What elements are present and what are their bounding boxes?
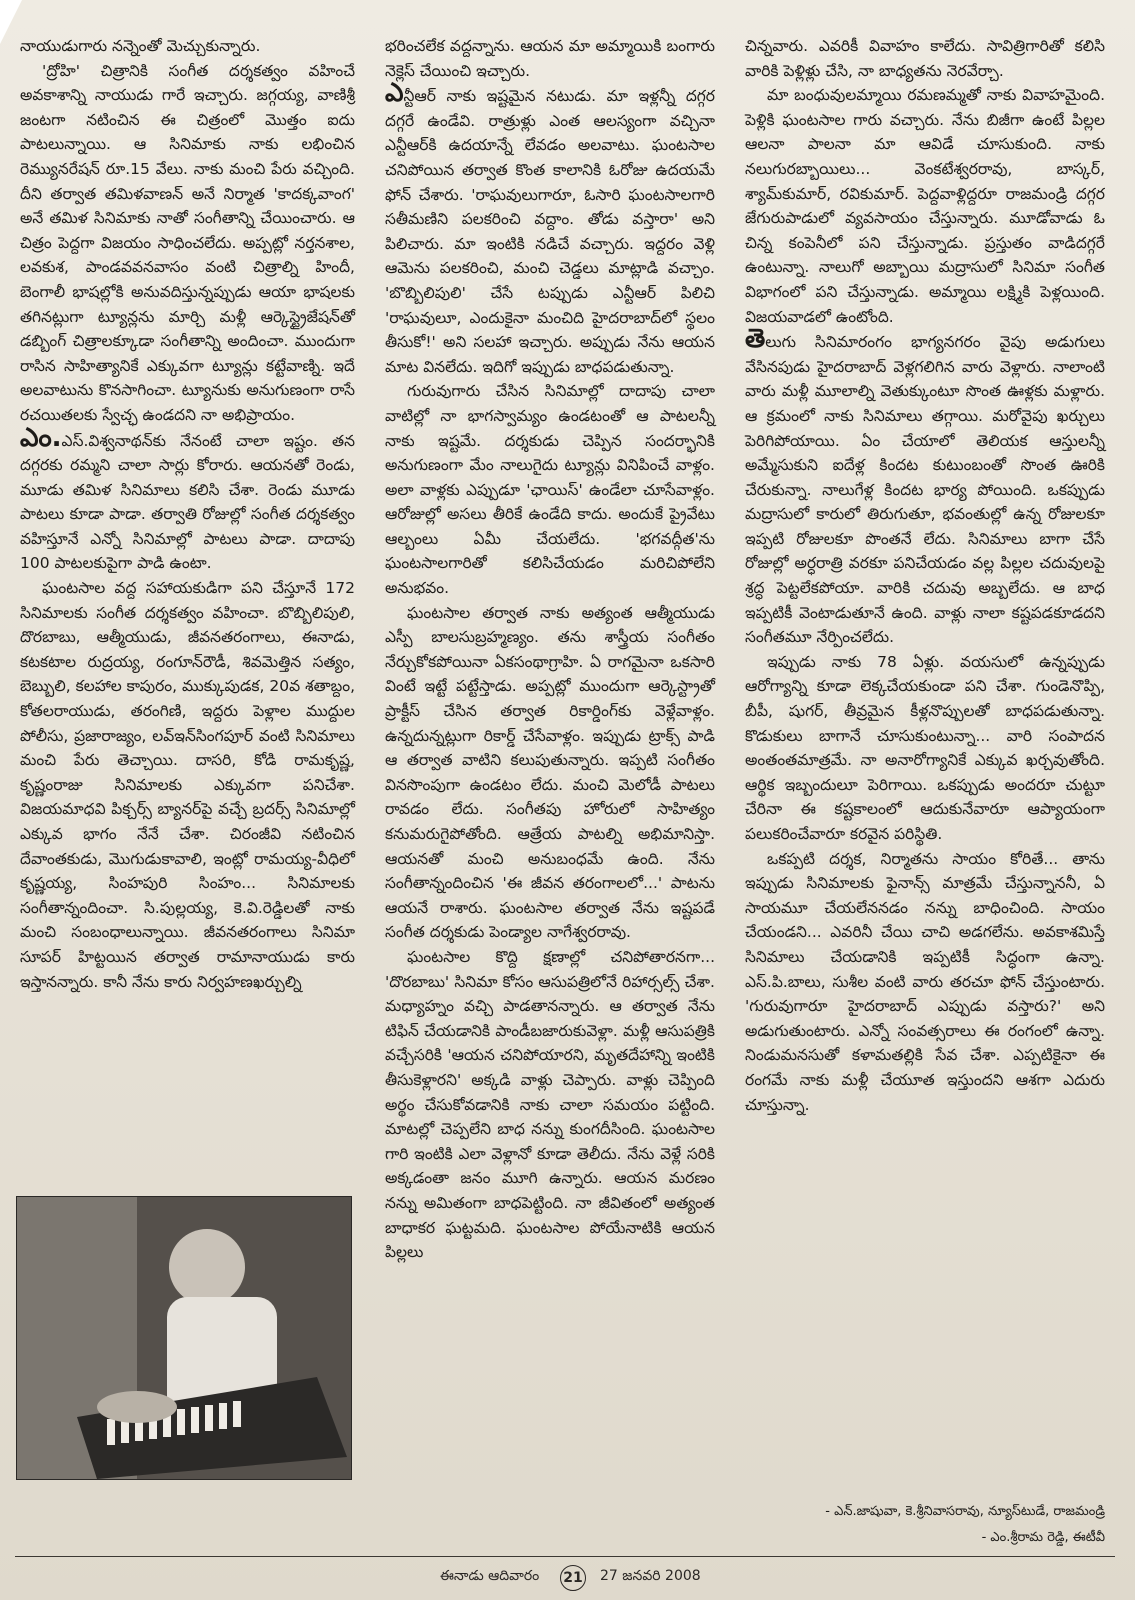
paragraph: ఘంటసాల కొద్ది క్షణాల్లో చనిపోతారనగా... 'దొరబాబు' సినిమా కోసం ఆసుపత్రిలోనే రిహార్సల్స్ చేశా. మధ్యాహ్నం వచ్చి పాడతానన్నారు. ఆ తర్వాత నేను టిఫిన్ చేయడానికి పాండీబజారుకువెళ్లా. మళ్లీ ఆసుపత్రికి వచ్చేసరికి 'ఆయన చనిపోయారని, మృతదేహాన్ని ఇంటికి తీసుకెళ్లారని' అక్కడి వాళ్లు చెప్పారు. వాళ్లు చెప్పింది అర్థం చేసుకోవడానికి నాకు చాలా సమయం పట్టింది. మాటల్లో చెప్పలేని బాధ నన్ను కుంగదీసింది. ఘంటసాల గారి ఇంటికి ఎలా వెళ్లానో కూడా తెలీదు. నేను వెళ్లే సరికి అక్కడంతా జనం మూగి ఉన్నారు. ఆయన మరణం నన్ను అమితంగా బాధపెట్టింది. నా జీవితంలో అత్యంత బాధాకర ఘట్టమది. ఘంటసాల పోయేనాటికి ఆయన పిల్లలు [385,947,715,1262]
paragraph: మా బంధువులమ్మాయి రమణమ్మతో నాకు వివాహమైంది. పెళ్లికి ఘంటసాల గారు వచ్చారు. నేను బిజీగా ఉంటే పిల్లల ఆలనా పాలనా మా ఆవిడే చూసుకుంది. నాకు నలుగురబ్బాయిలు... వెంకటేశ్వరరావు, బాస్కర్, శ్యామ్‌కుమార్, రవికుమార్. పెద్దవాళ్లిద్దరూ రాజమండ్రి దగ్గర జేగురుపాడులో వ్యవసాయం చేస్తున్నారు. మూడోవాడు ఓ చిన్న కంపెనీలో పని చేస్తున్నాడు. ప్రస్తుతం వాడిదగ్గరే ఉంటున్నా. నాలుగో అబ్బాయి మద్రాసులో సినిమా సంగీత విభాగంలో పని చేస్తున్నాడు. అమ్మాయి లక్ష్మికి పెళ్లయింది. విజయవాడలో ఉంటోంది. [745,86,1105,326]
publication-name: ఈనాడు ఆదివారం [440,1568,540,1584]
paragraph: ఘంటసాల తర్వాత నాకు అత్యంత ఆత్మీయుడు ఎస్పీ బాలసుబ్రహ్మణ్యం. తను శాస్త్రీయ సంగీతం నేర్చుకోకపోయినా ఏకసంథాగ్రాహి. ఏ రాగమైనా ఒకసారి వింటే ఇట్టే పట్టేస్తాడు. అప్పట్లో ముందుగా ఆర్కెస్ట్రాతో ప్రాక్టీస్ చేసిన తర్వాత రికార్డింగ్‌కు వెళ్లేవాళ్లం. ఉన్నదున్నట్లుగా రికార్డ్ చేసేవాళ్లం. ఇప్పుడు ట్రాక్స్ పాడి ఆ తర్వాత వాటిని కలుపుతున్నారు. ఇప్పటి సంగీతం వినసొంపుగా ఉండటం లేదు. మంచి మెలోడీ పాటలు రావడం లేదు. సంగీతపు హోరులో సాహిత్యం కనుమరుగైపోతోంది. ఆత్రేయ పాటల్ని అభిమానిస్తా. ఆయనతో మంచి అనుబంధమే ఉంది. నేను సంగీతాన్నందించిన 'ఈ జీవన తరంగాలలో...' పాటను ఆయనే రాశారు. ఘంటసాల తర్వాత నేను ఇష్టపడే సంగీత దర్శకుడు పెండ్యాల నాగేశ్వరరావు. [385,603,715,942]
paragraph: చిన్నవారు. ఎవరికీ వివాహం కాలేదు. సావిత్రిగారితో కలిసి వారికి పెళ్లిళ్లు చేసి, నా బాధ్యతను నెరవేర్చా. [745,37,1105,80]
article-photo [16,1196,352,1480]
issue-date: 27 జనవరి 2008 [600,1568,701,1584]
paragraph: తెలుగు సినిమారంగం భాగ్యనగరం వైపు అడుగులు వేసినపుడు హైదరాబాద్ వెళ్లగలిగిన వారు వెళ్లారు. నాలాంటి వారు మళ్లీ మూలాల్ని వెతుక్కుంటూ సొంత ఊళ్లకు మళ్లారు. ఆ క్రమంలో నాకు సినిమాలు తగ్గాయి. మరోవైపు ఖర్చులు పెరిగిపోయాయి. ఏం చేయాలో తెలియక ఆస్తులన్నీ అమ్మేసుకుని ఐదేళ్ల కిందట కుటుంబంతో సొంత ఊరికి చేరుకున్నా. నాలుగేళ్ల కిందట భార్య పోయింది. ఒకప్పుడు మద్రాసులో కారులో తిరుగుతూ, భవంతుల్లో ఉన్న రోజులకూ ఇప్పటి రోజులకూ పొంతనే లేదు. సినిమాలు బాగా చేసే రోజుల్లో అర్ధరాత్రి వరకూ పనిచేయడం వల్ల పిల్లల చదువులపై శ్రద్ధ పెట్టలేకపోయా. వారికి చదువు అబ్బలేదు. ఆ బాధ ఇప్పటికీ వెంటాడుతూనే ఉంది. వాళ్లు నాలా కష్టపడకూడదని సంగీతమూ నేర్పించలేదు. [745,324,1105,647]
paragraph: ఘంటసాల వద్ద సహాయకుడిగా పని చేస్తూనే 172 సినిమాలకు సంగీత దర్శకత్వం వహించా. బొబ్బిలిపులి, దొరబాబు, ఆత్మీయుడు, జీవనతరంగాలు, ఈనాడు, కటకటాల రుద్రయ్య, రంగూన్‌రౌడీ, శివమెత్తిన సత్యం, బెబ్బులి, కలహాల కాపురం, ముక్కుపుడక, 20వ శతాబ్దం, కోతలరాయుడు, తరంగిణి, ఇద్దరు పెళ్లాల ముద్దుల పోలీసు, ప్రజారాజ్యం, లవ్‌ఇన్‌సింగపూర్ వంటి సినిమాలు మంచి పేరు తెచ్చాయి. దాసరి, కోడి రామకృష్ణ, కృష్ణంరాజు సినిమాలకు ఎక్కువగా పనిచేశా. విజయమాధవి పిక్చర్స్ బ్యానర్‌పై వచ్చే బ్రదర్స్ సినిమాల్లో ఎక్కువ భాగం నేనే చేశా. చిరంజీవి నటించిన దేవాంతకుడు, మొగుడుకావాలి, ఇంట్లో రామయ్య-వీధిలో కృష్ణయ్య, సింహపురి సింహం... సినిమాలకు సంగీతాన్నందించా. సి.పుల్లయ్య, కె.వి.రెడ్డిలతో నాకు మంచి సంబంధాలున్నాయి. జీవనతరంగాలు సినిమా సూపర్ హిట్టయిన తర్వాత రామానాయుడు కారు ఇస్తానన్నారు. కానీ నేను కారు నిర్వహణఖర్చుల్ని [20,579,355,991]
paragraph: ఇప్పుడు నాకు 78 ఏళ్లు. వయసులో ఉన్నప్పుడు ఆరోగ్యాన్ని కూడా లెక్కచేయకుండా పని చేశా. గుండెనొప్పి, బీపీ, షుగర్, తీవ్రమైన కీళ్లనొప్పులతో బాధపడుతున్నా. కొడుకులు బాగానే చూసుకుంటున్నా... వారి సంపాదన అంతంతమాత్రమే. నా అనారోగ్యానికే ఎక్కువ ఖర్చవుతోంది. ఆర్థిక ఇబ్బందులూ పెరిగాయి. ఒకప్పుడు అందరూ చుట్టూ చేరినా ఈ కష్టకాలంలో ఆదుకునేవారూ ఆప్యాయంగా పలుకరించేవారూ కరవైన పరిస్థితి. [745,652,1105,843]
article-column-2 [385,34,715,1265]
page-number: 21 [560,1565,586,1591]
article-column-3 [745,34,1105,1117]
paragraph: ఒకప్పటి దర్శక, నిర్మాతను సాయం కోరితే... తాను ఇప్పుడు సినిమాలకు ఫైనాన్స్ మాత్రమే చేస్తున్నాననీ, ఏ సాయమూ చేయలేననడం నన్ను బాధించింది. సాయం చేయండని... ఎవరినీ చేయి చాచి అడగలేను. అవకాశమిస్తే సినిమాలు చేయడానికి ఇప్పటికీ సిద్ధంగా ఉన్నా. ఎస్.పి.బాలు, సుశీల వంటి వారు తరచూ ఫోన్ చేస్తుంటారు. 'గురువుగారూ హైదరాబాద్ ఎప్పుడు వస్తారు?' అని అడుగుతుంటారు. ఎన్నో సంవత్సరాలు ఈ రంగంలో ఉన్నా. నిండుమనసుతో కళామతల్లికి సేవ చేశా. ఎప్పటికైనా ఈ రంగమే నాకు మళ్లీ చేయూత ఇస్తుందని ఆశగా ఎదురు చూస్తున్నా. [745,849,1105,1114]
paragraph: భరించలేక వద్దన్నాను. ఆయన మా అమ్మాయికి బంగారు నెక్లెస్ చేయించి ఇచ్చారు. [385,37,715,80]
paragraph: ఎన్టీఆర్ నాకు ఇష్టమైన నటుడు. మా ఇళ్లన్నీ దగ్గర దగ్గరే ఉండేవి. రాత్రుళ్లు ఎంత ఆలస్యంగా వచ్చినా ఎన్టీఆర్‌కి ఉదయాన్నే లేవడం అలవాటు. ఘంటసాల చనిపోయిన తర్వాత కొంత కాలానికి ఓరోజు ఉదయమే ఫోన్ చేశారు. 'రాఘవులుగారూ, ఓసారి ఘంటసాలగారి సతీమణిని పలకరించి వద్దాం. తోడు వస్తారా' అని పిలిచారు. మా ఇంటికి నడిచే వచ్చారు. ఇద్దరం వెళ్లి ఆమెను పలకరించి, మంచి చెడ్డలు మాట్లాడి వచ్చాం. 'బొబ్బిలిపులి' చేసే టప్పుడు ఎన్టీఆర్ పిలిచి 'రాఘవులూ, ఎందుకైనా మంచిది హైదరాబాద్‌లో స్థలం తీసుకో!' అని సలహా ఇచ్చారు. అప్పుడు నేను ఆయన మాట వినలేదు. ఇదిగో ఇప్పుడు బాధపడుతున్నా. [385,78,715,376]
paragraph: 'ద్రోహి' చిత్రానికి సంగీత దర్శకత్వం వహించే అవకాశాన్ని నాయుడు గారే ఇచ్చారు. జగ్గయ్య, వాణిశ్రీ జంటగా నటించిన ఈ చిత్రంలో మొత్తం ఐదు పాటలున్నాయి. ఆ సినిమాకు నాకు లభించిన రెమ్యునరేషన్ రూ.15 వేలు. నాకు మంచి పేరు వచ్చింది. దీని తర్వాత తమిళవాణన్ అనే నిర్మాత 'కాదక్కవాంగ' అనే తమిళ సినిమాకు నాతో సంగీతాన్ని చేయించారు. ఆ చిత్రం పెద్దగా విజయం సాధించలేదు. అప్పట్లో నర్తనశాల, లవకుశ, పాండవవనవాసం వంటి చిత్రాల్ని హిందీ, బెంగాలీ భాషల్లోకి అనువదిస్తున్నప్పుడు ఆయా భాషలకు తగినట్లుగా ట్యూన్లను మార్చి మళ్లీ ఆర్కెస్ట్రైజేషన్‌తో డబ్బింగ్ చిత్రాలక్కూడా సంగీతాన్ని అందించా. ముందుగా రాసిన సాహిత్యానికే ఎక్కువగా ట్యూన్లు కట్టేవాణ్ని. ఇదే అలవాటును కొనసాగించా. ట్యూనుకు అనుగుణంగా రాసే రచయితలకు స్వేచ్ఛ ఉండదని నా అభిప్రాయం. [20,61,355,424]
paragraph: గురువుగారు చేసిన సినిమాల్లో దాదాపు చాలా వాటిల్లో నా భాగస్వామ్యం ఉండటంతో ఆ పాటలన్నీ నాకు ఇష్టమే. దర్శకుడు చెప్పిన సందర్భానికి అనుగుణంగా మేం నాలుగైదు ట్యూన్లు వినిపించే వాళ్లం. అలా వాళ్లకు ఎప్పుడూ 'ఛాయిస్' ఉండేలా చూసేవాళ్లం. ఆరోజుల్లో అసలు తీరికే ఉండేది కాదు. అందుకే ప్రైవేటు ఆల్బంలు ఏమీ చేయలేదు. 'భగవద్గీత'ను ఘంటసాలగారితో కలిసిచేయడం మరిచిపోలేని అనుభవం. [385,382,715,598]
byline-etv: - ఎం.శ్రీరామ రెడ్డి, ఈటీవీ [981,1530,1105,1545]
paragraph: నాయుడుగారు నన్నెంతో మెచ్చుకున్నారు. [20,37,261,55]
article-column-1 [20,34,355,994]
footer-divider [15,1556,1115,1557]
folded-corner [0,0,22,44]
paragraph: ఎం.ఎస్.విశ్వనాథన్‌కు నేనంటే చాలా ఇష్టం. తన దగ్గరకు రమ్మని చాలా సార్లు కోరారు. ఆయనతో రెండు, మూడు తమిళ సినిమాలు కలిసి చేశా. రెండు మూడు పాటలు కూడా పాడా. తర్వాతి రోజుల్లో సంగీత దర్శకత్వం వహిస్తూనే ఎన్నో సినిమాల్లో పాటలు పాడా. దాదాపు 100 పాటలకుపైగా పాడి ఉంటా. [20,422,355,573]
byline-reporters: - ఎన్.జాషువా, కె.శ్రీనివాసరావు, న్యూస్‌టుడే, రాజమండ్రి [825,1504,1105,1519]
